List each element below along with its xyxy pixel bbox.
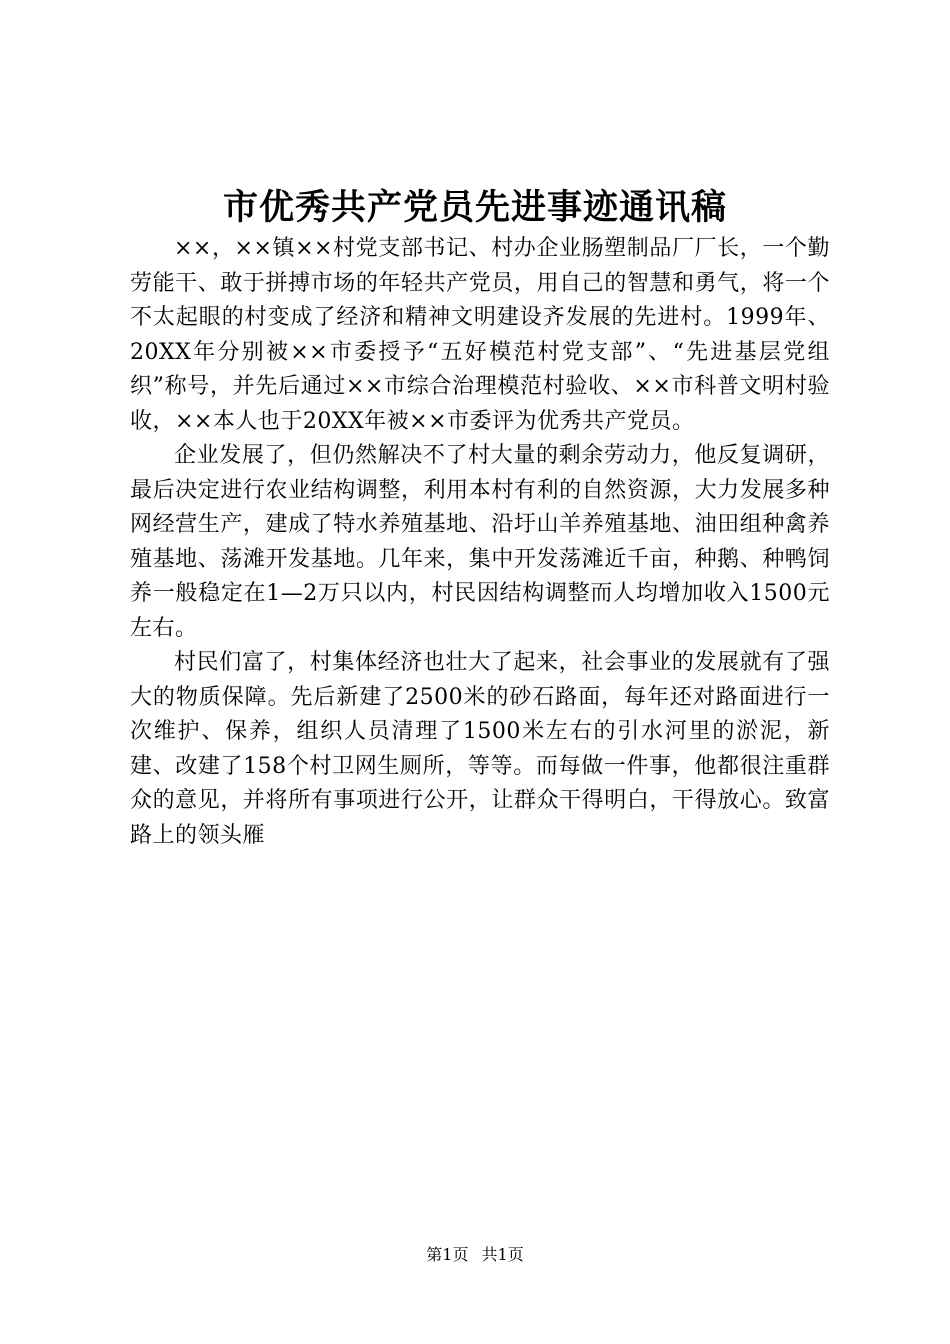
page-footer bbox=[0, 1244, 950, 1266]
paragraph-3: 村民们富了，村集体经济也壮大了起来，社会事业的发展就有了强大的物质保障。先后新建了2500米的砂石路面，每年还对路面进行一次维护、保养，组织人员清理了1500米左右的引水河里的淤泥，新建、改建了158个村卫网生厕所，等等。而每做一件事，他都很注重群众的意见，并将所有事项进行公开，让群众干得明白，干得放心。致富路上的领头雁 bbox=[130, 650, 830, 848]
document-body bbox=[130, 232, 830, 853]
page-number-total: 共1页 bbox=[481, 1245, 524, 1264]
page-number-current: 第1页 bbox=[426, 1245, 469, 1264]
document-title: 市优秀共产党员先进事迹通讯稿 bbox=[222, 188, 727, 228]
paragraph-1: ××，××镇××村党支部书记、村办企业肠塑制品厂厂长，一个勤劳能干、敢于拼搏市场的年轻共产党员，用自己的智慧和勇气，将一个不太起眼的村变成了经济和精神文明建设齐发展的先进村。1999年、20XX年分别被××市委授予“五好模范村党支部”、“先进基层党组织”称号，并先后通过××市综合治理模范村验收、××市科普文明村验收，××本人也于20XX年被××市委评为优秀共产党员。 bbox=[130, 236, 830, 434]
paragraph-2: 企业发展了，但仍然解决不了村大量的剩余劳动力，他反复调研，最后决定进行农业结构调整，利用本村有利的自然资源，大力发展多种网经营生产，建成了特水养殖基地、沿圩山羊养殖基地、油田组种禽养殖基地、荡滩开发基地。几年来，集中开发荡滩近千亩，种鹅、种鸭饲养一般稳定在1—2万只以内，村民因结构调整而人均增加收入1500元左右。 bbox=[130, 443, 830, 641]
